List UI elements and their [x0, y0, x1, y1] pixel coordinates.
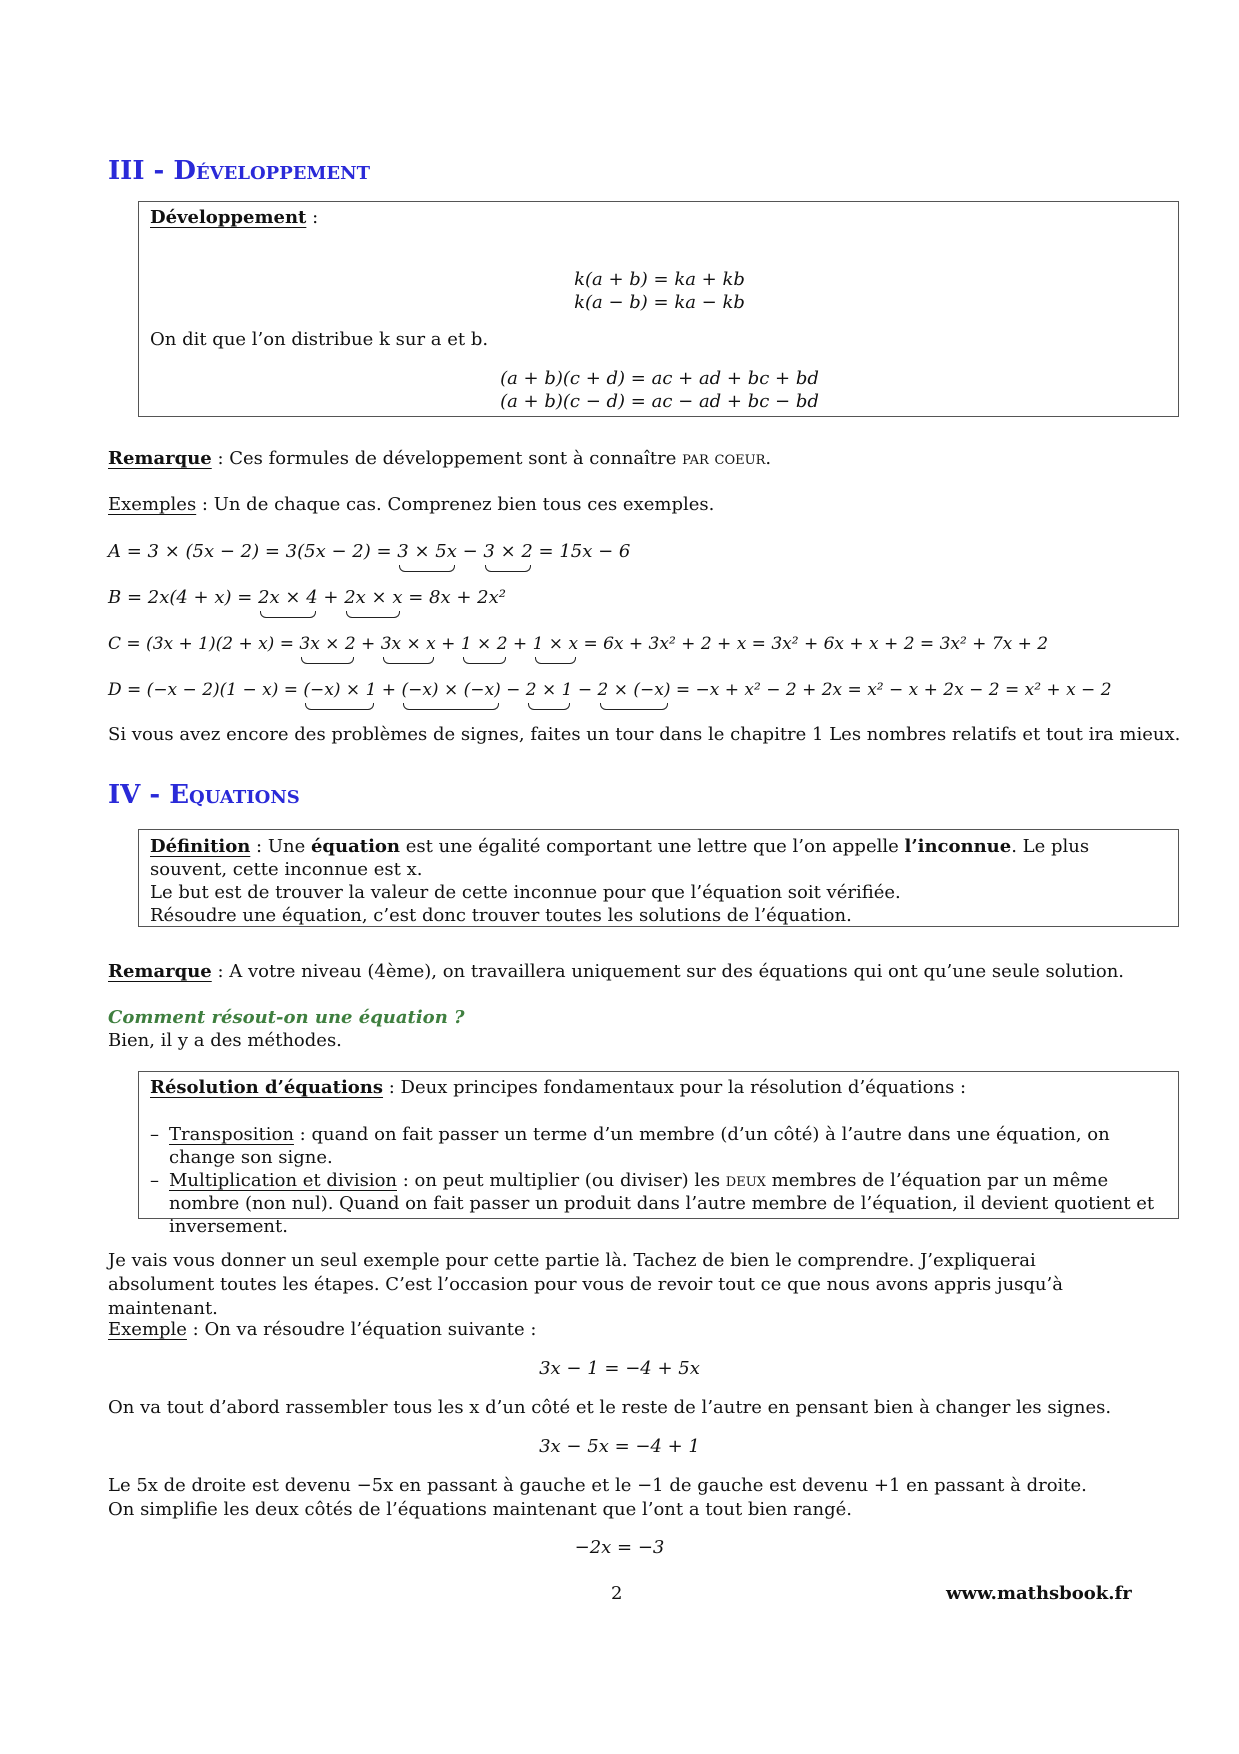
ex-c-part: +	[507, 634, 533, 654]
remarque-1-label: Remarque	[108, 448, 212, 469]
ex-b-brace: 2x × 4	[258, 586, 318, 618]
dev-box-colon: :	[306, 207, 319, 228]
definition-line-1	[150, 835, 1169, 881]
ex-a-part: A = 3 × (5x − 2) = 3(5x − 2) =	[108, 541, 398, 562]
bullet-dash: –	[150, 1170, 159, 1191]
dev-box-title-line	[150, 207, 318, 228]
step-2-line-a: Le 5x de droite est devenu −5x en passant à gauche et le −1 de gauche est devenu +1 en passant à droite.	[108, 1475, 1087, 1496]
dev-distrib-text: On dit que l’on distribue k sur a et b.	[150, 329, 489, 350]
section-3-title: Développement	[173, 156, 370, 186]
step-1-text: On va tout d’abord rassembler tous les x d’un côté et le reste de l’autre en pensant bien à changer les signes.	[108, 1397, 1112, 1418]
ex-b-part: B = 2x(4 + x) =	[108, 587, 259, 608]
ex-d-part: −	[500, 680, 526, 700]
ex-d-part: D = (−x − 2)(1 − x) =	[108, 680, 304, 700]
step-2-line-b: On simplifie les deux côtés de l’équations maintenant que l’ont a tout bien rangé.	[108, 1499, 852, 1520]
section-4-title: Equations	[169, 780, 300, 810]
ex-b-brace: 2x × x	[344, 586, 402, 618]
equation-1: 3x − 1 = −4 + 5x	[539, 1358, 700, 1379]
multiplication-t1: : on peut multiplier (ou diviser) les	[397, 1170, 726, 1191]
ex-d-brace: 2 × (−x)	[598, 678, 671, 710]
example-B	[108, 586, 506, 618]
multiplication-t2: membres de l’équation par un même nombre (non nul). Quand on fait passer un produit dans l’autre membre de l’équation, il devient quotient et inversement.	[169, 1170, 1155, 1237]
footer-site: www.mathsbook.fr	[946, 1583, 1132, 1604]
section-3-heading	[108, 156, 370, 186]
exemples-label: Exemples	[108, 494, 197, 515]
comment-question: Comment résout-on une équation ?	[108, 1007, 465, 1028]
def-t1: : Une	[250, 836, 311, 857]
exemple-text: : On va résoudre l’équation suivante :	[186, 1319, 537, 1340]
ex-c-brace: 1 × x	[533, 632, 578, 664]
intro-exemple: Je vais vous donner un seul exemple pour cette partie là. Tachez de bien le comprendre. J’expliquerai absolument toutes les étapes. C’est l’occasion pour vous de revoir tout ce que nous avons appris jusqu’à maintenant.	[108, 1250, 1063, 1319]
ex-d-part: −	[572, 680, 598, 700]
example-C	[108, 632, 1048, 664]
dev-box-title: Développement	[150, 207, 307, 228]
formula-double-minus: (a + b)(c − d) = ac − ad + bc − bd	[500, 391, 819, 412]
ex-a-part: = 15x − 6	[532, 541, 631, 562]
exemple-line	[108, 1318, 536, 1342]
ex-d-brace: (−x) × 1	[303, 678, 376, 710]
transposition-text: : quand on fait passer un terme d’un membre (d’un côté) à l’autre dans une équation, on change son signe.	[169, 1124, 1110, 1168]
comment-answer: Bien, il y a des méthodes.	[108, 1030, 342, 1051]
resolution-label: Résolution d’équations	[150, 1077, 384, 1098]
multiplication-smallcaps: deux	[725, 1170, 766, 1191]
ex-c-brace: 3x × x	[381, 632, 436, 664]
definition-line-2: Le but est de trouver la valeur de cette inconnue pour que l’équation soit vérifiée.	[150, 882, 901, 903]
ex-c-brace: 1 × 2	[461, 632, 508, 664]
ex-c-brace: 3x × 2	[299, 632, 355, 664]
bullet-dash: –	[150, 1124, 159, 1145]
ex-c-part: +	[355, 634, 381, 654]
resolution-intro	[150, 1077, 966, 1098]
transposition-label: Transposition	[169, 1124, 294, 1145]
def-bold-inconnue: l’inconnue	[904, 836, 1012, 857]
definition-box	[138, 829, 1179, 927]
definition-line-3: Résoudre une équation, c’est donc trouver toutes les solutions de l’équation.	[150, 905, 852, 926]
section-4-number: IV -	[108, 780, 170, 810]
ex-c-part: = 6x + 3x² + 2 + x = 3x² + 6x + x + 2 = 3x² + 7x + 2	[578, 634, 1049, 654]
equation-3: −2x = −3	[574, 1537, 665, 1558]
equation-2: 3x − 5x = −4 + 1	[539, 1436, 700, 1457]
ex-d-part: +	[376, 680, 402, 700]
ex-d-brace: (−x) × (−x)	[401, 678, 500, 710]
remarque-1	[108, 447, 771, 471]
resolution-intro-text: : Deux principes fondamentaux pour la résolution d’équations :	[383, 1077, 967, 1098]
exemples-text: : Un de chaque cas. Comprenez bien tous ces exemples.	[196, 494, 715, 515]
ex-a-part: −	[456, 541, 484, 562]
resolution-item-2-body	[169, 1169, 1169, 1238]
section-3-number: III -	[108, 156, 174, 186]
signes-text: Si vous avez encore des problèmes de signes, faites un tour dans le chapitre 1 Les nombres relatifs et tout ira mieux.	[108, 724, 1181, 745]
def-t2: est une égalité comportant une lettre que l’on appelle	[400, 836, 905, 857]
definition-text	[150, 835, 1169, 927]
remarque-1-text: : Ces formules de développement sont à connaître	[211, 448, 683, 469]
remarque-2	[108, 960, 1124, 984]
remarque-1-end: .	[765, 448, 772, 469]
formula-double-plus: (a + b)(c + d) = ac + ad + bc + bd	[500, 368, 819, 389]
exemples-line	[108, 493, 714, 517]
remarque-2-label: Remarque	[108, 961, 212, 982]
formula-k-minus: k(a − b) = ka − kb	[574, 292, 745, 313]
multiplication-label: Multiplication et division	[169, 1170, 397, 1191]
ex-a-brace: 3 × 2	[483, 540, 532, 572]
ex-b-part: +	[317, 587, 345, 608]
developpement-box	[138, 201, 1179, 417]
def-t3: . Le plus souvent, cette inconnue est x.	[150, 836, 1090, 880]
step-2-text	[108, 1474, 1087, 1522]
ex-c-part: +	[435, 634, 461, 654]
example-A	[108, 540, 630, 572]
exemple-label: Exemple	[108, 1319, 187, 1340]
resolution-box	[138, 1071, 1179, 1237]
definition-label: Définition	[150, 836, 251, 857]
resolution-item-1-body	[169, 1123, 1169, 1169]
page-number: 2	[611, 1583, 623, 1604]
section-4-heading	[108, 780, 300, 810]
ex-c-part: C = (3x + 1)(2 + x) =	[108, 634, 300, 654]
ex-d-brace: 2 × 1	[526, 678, 573, 710]
resolution-item-1	[150, 1123, 1169, 1169]
remarque-1-smallcaps: par coeur	[682, 448, 766, 469]
resolution-item-2	[150, 1169, 1169, 1238]
ex-d-part: = −x + x² − 2 + 2x = x² − x + 2x − 2 = x² + x − 2	[670, 680, 1112, 700]
dev-formulas-1	[139, 268, 1180, 314]
ex-b-part: = 8x + 2x²	[402, 587, 506, 608]
dev-formulas-2	[139, 367, 1180, 413]
ex-a-brace: 3 × 5x	[397, 540, 457, 572]
def-bold-equation: équation	[310, 836, 401, 857]
formula-k-plus: k(a + b) = ka + kb	[574, 269, 745, 290]
remarque-2-text: : A votre niveau (4ème), on travaillera uniquement sur des équations qui ont qu’une seule solution.	[211, 961, 1125, 982]
example-D	[108, 678, 1112, 710]
